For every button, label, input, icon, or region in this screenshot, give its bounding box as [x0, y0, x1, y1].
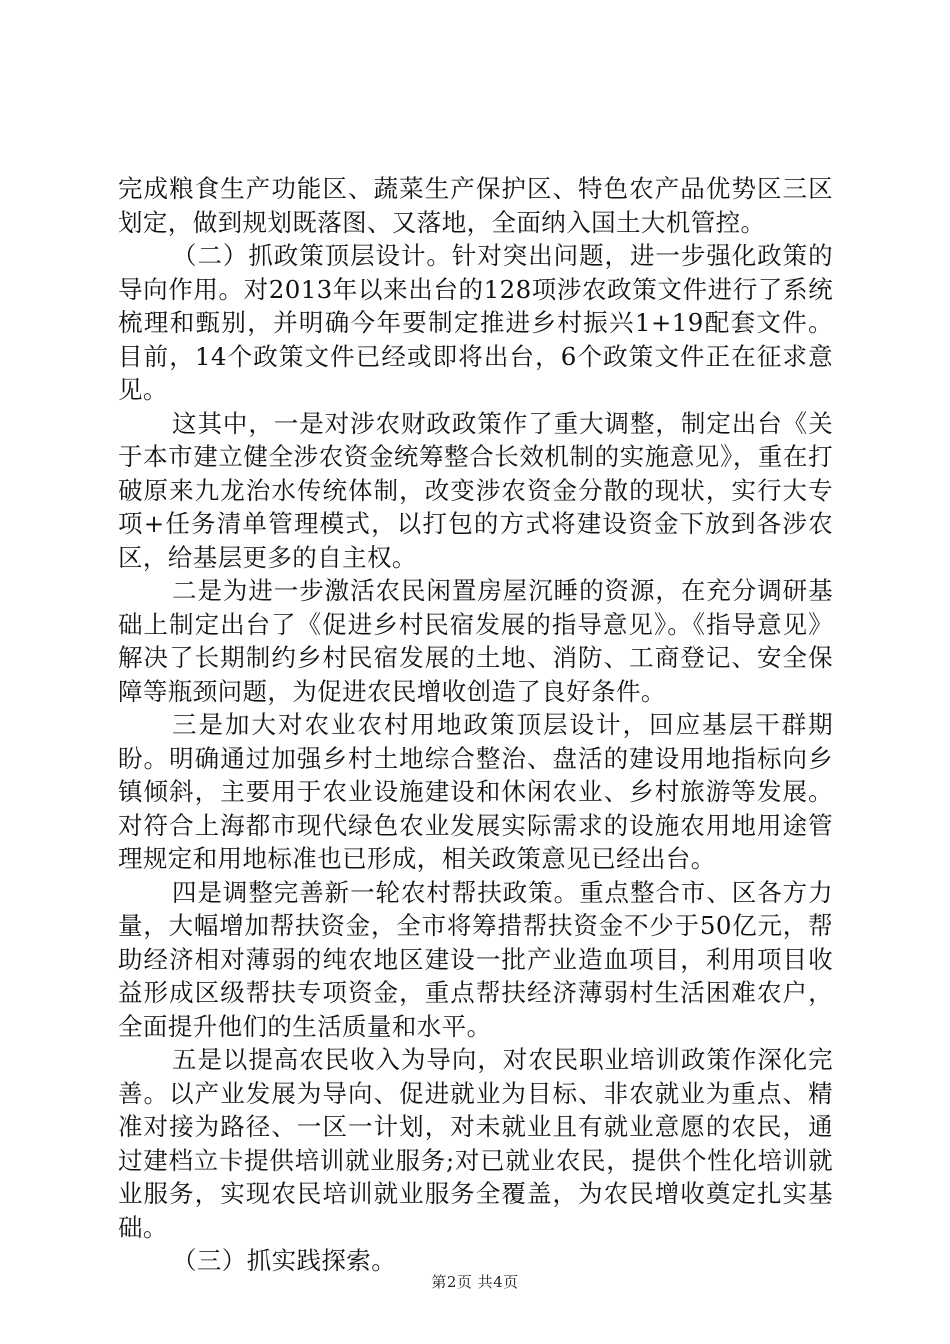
document-body [118, 172, 833, 1278]
page-number-footer: 第2页 共4页 [431, 1273, 519, 1291]
paragraph: （三）抓实践探索。 [172, 1246, 397, 1275]
paragraph: （二）抓政策顶层设计。针对突出问题，进一步强化政策的导向作用。对2013年以来出台的128项涉农政策文件进行了系统梳理和甄别，并明确今年要制定推进乡村振兴1+19配套文件。目前，14个政策文件已经或即将出台，6个政策文件正在征求意见。 [118, 241, 833, 404]
paragraph: 完成粮食生产功能区、蔬菜生产保护区、特色农产品优势区三区划定，做到规划既落图、又落地，全面纳入国土大机管控。 [118, 174, 833, 237]
paragraph: 二是为进一步激活农民闲置房屋沉睡的资源，在充分调研基础上制定出台了《促进乡村民宿发展的指导意见》。《指导意见》解决了长期制约乡村民宿发展的土地、消防、工商登记、安全保障等瓶颈问题，为促进农民增收创造了良好条件。 [118, 576, 833, 706]
paragraph: 这其中，一是对涉农财政政策作了重大调整，制定出台《关于本市建立健全涉农资金统筹整合长效机制的实施意见》，重在打破原来九龙治水传统体制，改变涉农资金分散的现状，实行大专项+任务清单管理模式，以打包的方式将建设资金下放到各涉农区，给基层更多的自主权。 [118, 408, 833, 572]
paragraph: 五是以提高农民收入为导向，对农民职业培训政策作深化完善。以产业发展为导向、促进就业为目标、非农就业为重点、精准对接为路径、一区一计划，对未就业且有就业意愿的农民，通过建档立卡提供培训就业服务;对已就业农民，提供个性化培训就业服务，实现农民培训就业服务全覆盖，为农民增收奠定扎实基础。 [118, 1045, 833, 1242]
paragraph: 四是调整完善新一轮农村帮扶政策。重点整合市、区各方力量，大幅增加帮扶资金，全市将筹措帮扶资金不少于50亿元，帮助经济相对薄弱的纯农地区建设一批产业造血项目，利用项目收益形成区级帮扶专项资金，重点帮扶经济薄弱村生活困难农户，全面提升他们的生活质量和水平。 [118, 877, 833, 1041]
paragraph: 三是加大对农业农村用地政策顶层设计，回应基层干群期盼。明确通过加强乡村土地综合整治、盘活的建设用地指标向乡镇倾斜，主要用于农业设施建设和休闲农业、乡村旅游等发展。对符合上海都市现代绿色农业发展实际需求的设施农用地用途管理规定和用地标准也已形成，相关政策意见已经出台。 [118, 710, 833, 873]
